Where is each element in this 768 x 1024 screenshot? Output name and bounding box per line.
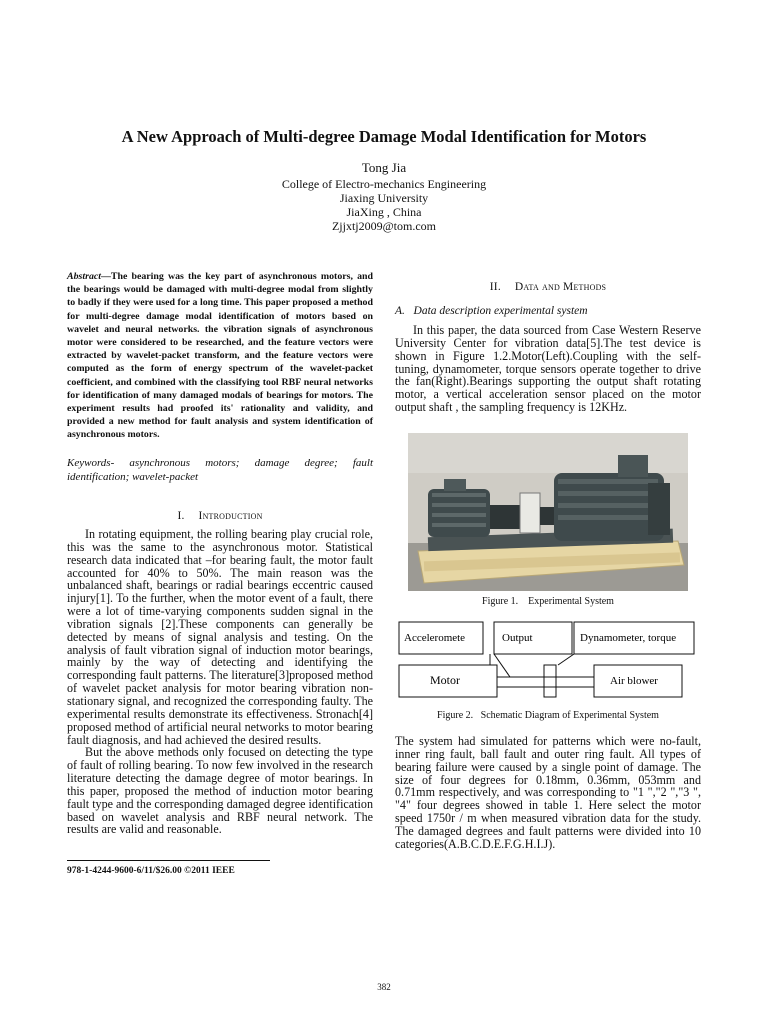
abstract — [67, 270, 373, 442]
introduction-body — [67, 528, 373, 836]
paragraph: The system had simulated for patterns which were no-fault, inner ring fault, ball fault and outer ring fault. All types of bearing failure were caused by a single point of damage. The size of four degrees for 0.18mm, 0.36mm, 053mm and 0.71mm respectively, and was corresponding to "1 ","2 ","3 ", "4" four degrees showed in table 1. Here select the motor speed 1750r / m when measured vibration data for the study. The damaged degrees and fault patterns were divided into 10 categories(A.B.C.D.E.F.G.H.I.J). — [395, 734, 701, 851]
footnote-rule — [67, 860, 270, 861]
author-location: JiaXing , China — [346, 205, 422, 219]
page-number: 382 — [377, 982, 391, 992]
author-affiliation: College of Electro-mechanics Engineering — [281, 177, 487, 191]
figure-label: Figure 1. — [482, 596, 519, 607]
subsection-title: Data description experimental system — [413, 305, 588, 317]
isbn-footer: 978-1-4244-9600-6/11/$26.00 ©2011 IEEE — [67, 866, 235, 876]
subsection-heading — [395, 305, 701, 317]
subsection-label: A. — [395, 305, 405, 317]
simulation-body — [395, 735, 701, 851]
data-description-body — [395, 324, 701, 414]
section-title: Introduction — [198, 510, 263, 522]
section-number: I. — [177, 510, 185, 522]
author-email: Zjjxtj2009@tom.com — [331, 219, 437, 233]
motor-test-rig-image — [408, 433, 688, 591]
figure-caption-text: Schematic Diagram of Experimental System — [480, 710, 659, 721]
motor-label: Motor — [430, 673, 460, 687]
paper-title: A New Approach of Multi-degree Damage Modal Identification for Motors — [121, 127, 647, 146]
abstract-label: Abstract — [67, 271, 102, 282]
experimental-system-photo — [408, 433, 688, 591]
figure-caption-text: Experimental System — [528, 596, 614, 607]
output-label: Output — [502, 632, 533, 644]
figure-1-caption — [395, 596, 701, 607]
abstract-text: The bearing was the key part of asynchronous motors, and the bearings would be damaged with multi-degree modal from slightly to badly if they were used for a long time. This paper proposed a method for multi-degree damage modal identification of motors based on wavelet and neural networks. the vibration signals of asynchronous motor were considered to be researched, and the feature vectors were extracted by wavelet-packet transform, and the feature vectors were computed as the form of energy spectrum of the wavelet-packet coefficient, and combined with the classifying tool RBF neural networks for identification of many damaged modals of bearings for motors. The experiment results had proofed its' rationality and validity, and provided a new method for fault analysis and system identification of asynchronous motors. — [67, 271, 373, 441]
dynamometer-label: Dynamometer, torque — [580, 632, 677, 644]
section-number: II. — [489, 281, 501, 293]
section-heading-data-methods — [395, 281, 701, 293]
section-heading-introduction — [67, 510, 373, 522]
section-title: Data and Methods — [514, 281, 607, 293]
schematic-diagram — [398, 621, 696, 701]
air-blower-label: Air blower — [610, 675, 658, 687]
paragraph: But the above methods only focused on detecting the type of fault of rolling bearing. To now few involved in the research literature detecting the damage degree of motor bearings. In this paper, proposed the method of induction motor bearing fault type and the corresponding damaged degree identification based on wavelet analysis and RBF neural network. The results are valid and reasonable. — [67, 745, 373, 837]
paragraph: In rotating equipment, the rolling bearing play crucial role, this was the same to the asynchronous motor. Statistical research data indicated that –for bearing fault, the motor fault accounted for 40% to 50%. The main reason was the unbalanced shaft, bearings or radial bearings eccentric caused injury[1]. To the further, when the motor event of a fault, there were a lot of time-varying components sudden signal in the vibration signals [2].These components can generally be detected by means of signal analysis and testing. On the analysis of fault vibration signal of induction motor bearings, mainly by the way of detecting and identifying the corresponding fault patterns. The literature[3]proposed method of wavelet packet analysis for motor bearing vibration non-stationary signal, and recognized the corresponding faulty. The experimental results demonstrate its effectiveness. Stronach[4] proposed method of artificial neural networks to motor bearing fault diagnosis, and had achieved the desired results. — [67, 527, 373, 747]
paragraph: In this paper, the data sourced from Case Western Reserve University Center for vibration data[5].The test device is shown in Figure 1.2.Motor(Left).Coupling with the self-tuning, dynamometer, torque sensors operate together to drive the fan(Right).Bearings supporting the output shaft rotating motor, a vertical acceleration sensor placed on the motor output shaft , the sampling frequency is 12KHz. — [395, 323, 701, 415]
abstract-dash: — — [101, 271, 111, 282]
author-name: Tong Jia — [361, 160, 407, 175]
figure-label: Figure 2. — [437, 710, 474, 721]
keywords: Keywords- asynchronous motors; damage degree; fault identification; wavelet-packet — [67, 457, 373, 483]
accelerometer-label: Acceleromete — [404, 632, 466, 644]
figure-2-caption — [395, 710, 701, 721]
author-university: Jiaxing University — [339, 191, 429, 205]
